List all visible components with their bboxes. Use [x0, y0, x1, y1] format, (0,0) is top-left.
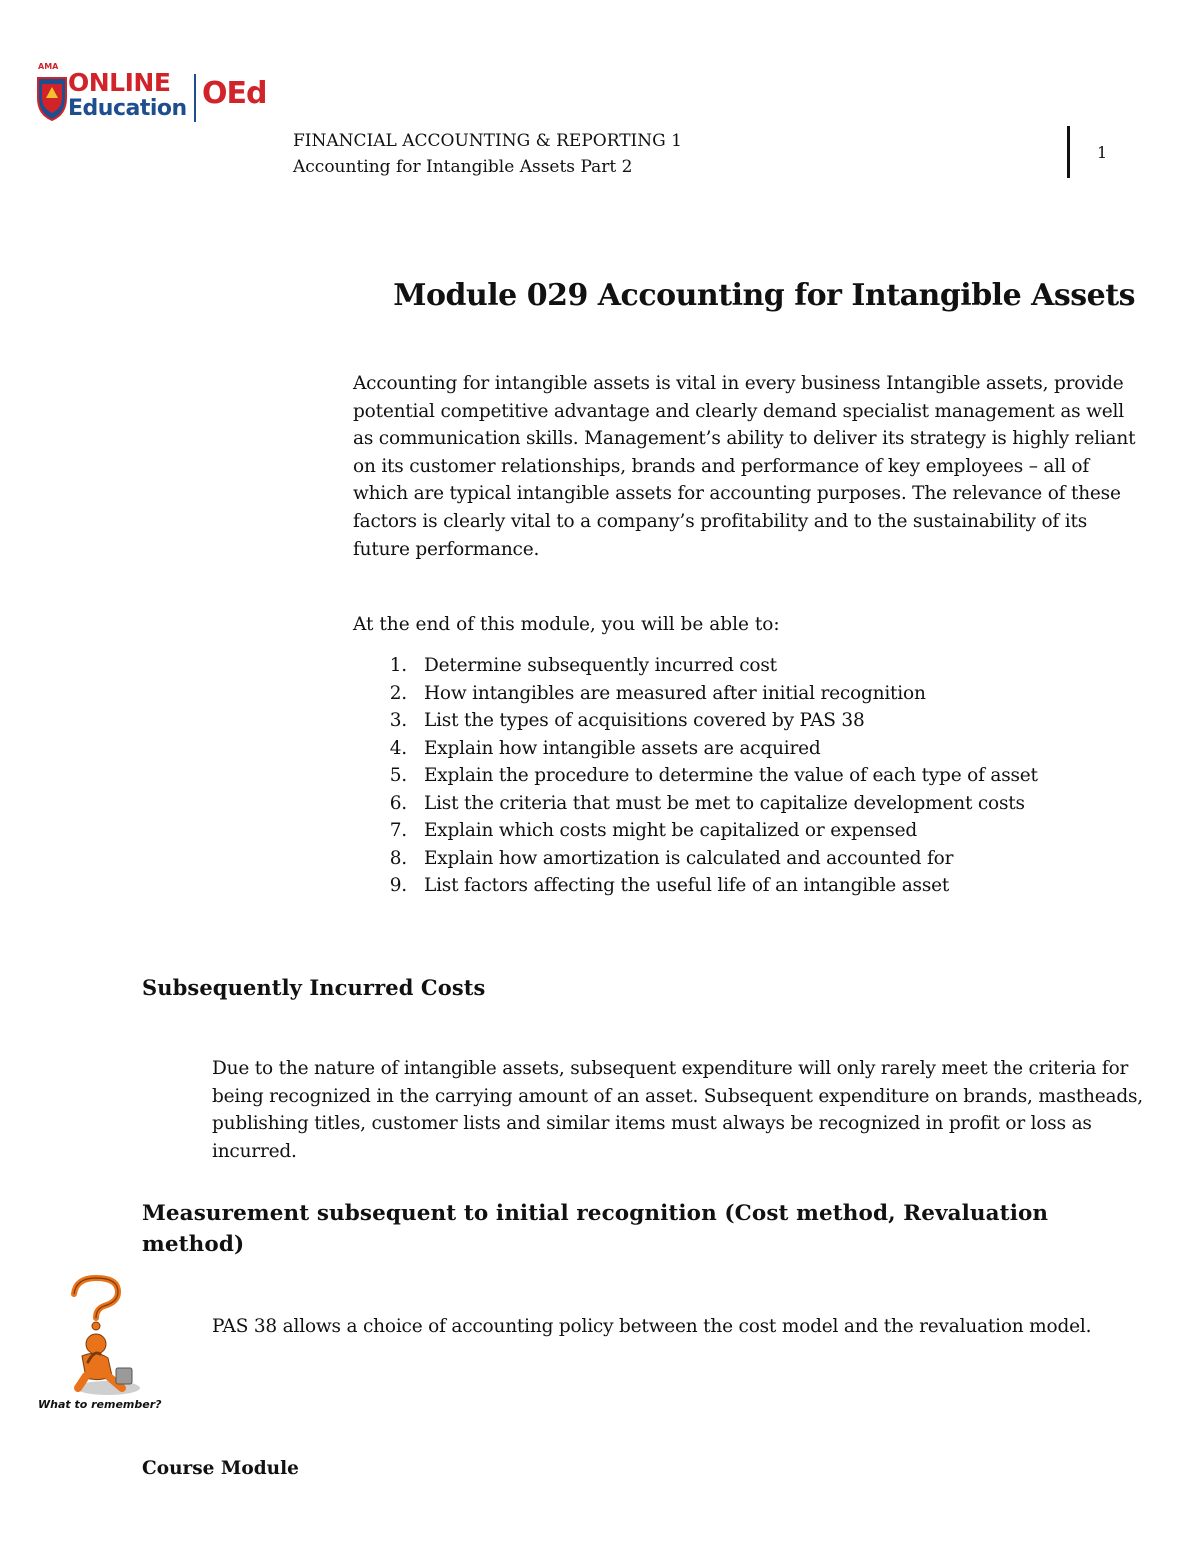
list-item: 4. Explain how intangible assets are acquired: [389, 737, 821, 759]
logo-word-education: Education: [68, 96, 187, 121]
header-rule: [1067, 126, 1070, 178]
list-item: 8. Explain how amortization is calculated and accounted for: [389, 847, 954, 869]
what-to-remember-illustration: [30, 1272, 170, 1417]
thinking-figure-icon: [30, 1272, 170, 1402]
crest-label: AMA: [38, 62, 59, 71]
list-item: 6. List the criteria that must be met to capitalize development costs: [389, 792, 1025, 814]
page-title: Module 029 Accounting for Intangible Assets: [393, 278, 1135, 313]
logo-word-oed: OEd: [202, 76, 267, 111]
list-item: 3. List the types of acquisitions covered by PAS 38: [389, 710, 865, 731]
list-item: 7. Explain which costs might be capitalized or expensed: [389, 820, 917, 841]
section-heading-measurement: Measurement subsequent to initial recognition (Cost method, Revaluation method): [142, 1201, 1049, 1257]
list-item: 1. Determine subsequently incurred cost: [389, 655, 777, 676]
footer-course-module: Course Module: [142, 1458, 299, 1479]
crest-icon: [36, 72, 68, 122]
online-education-logo: [36, 62, 276, 126]
intro-paragraph: Accounting for intangible assets is vital in every business Intangible assets, provide potential competitive advantage and clearly demand specialist management as well as communication skills. Management’s ability to deliver its strategy is highly reliant on its customer relationships, brands and performance of key employees – all of which are typical intangible assets for accounting purposes. The relevance of these factors is clearly vital to a company’s profitability and to the sustainability of its future performance.: [353, 373, 1136, 560]
logo-divider: [194, 74, 196, 122]
section-body-measurement: PAS 38 allows a choice of accounting policy between the cost model and the revaluation model.: [212, 1316, 1092, 1337]
list-item: 9. List factors affecting the useful life of an intangible asset: [389, 875, 950, 896]
section-heading-subsequent-costs: Subsequently Incurred Costs: [142, 975, 486, 1000]
list-item: 5. Explain the procedure to determine the value of each type of asset: [389, 765, 1038, 786]
objectives-list: [353, 652, 1038, 900]
header-topic: Accounting for Intangible Assets Part 2: [293, 157, 633, 177]
illustration-caption: What to remember?: [38, 1398, 162, 1411]
logo-word-online: ONLINE: [68, 68, 171, 97]
list-item: 2. How intangibles are measured after initial recognition: [389, 682, 926, 704]
page-number: 1: [1097, 143, 1108, 162]
header-course: FINANCIAL ACCOUNTING & REPORTING 1: [293, 131, 682, 151]
section-body-subsequent-costs: Due to the nature of intangible assets, subsequent expenditure will only rarely meet the criteria for being recognized in the carrying amount of an asset. Subsequent expenditure on brands, mastheads, publishing titles, customer lists and similar items must always be recognized in profit or loss as incurred.: [212, 1058, 1143, 1162]
objectives-intro: At the end of this module, you will be able to:: [353, 614, 780, 635]
